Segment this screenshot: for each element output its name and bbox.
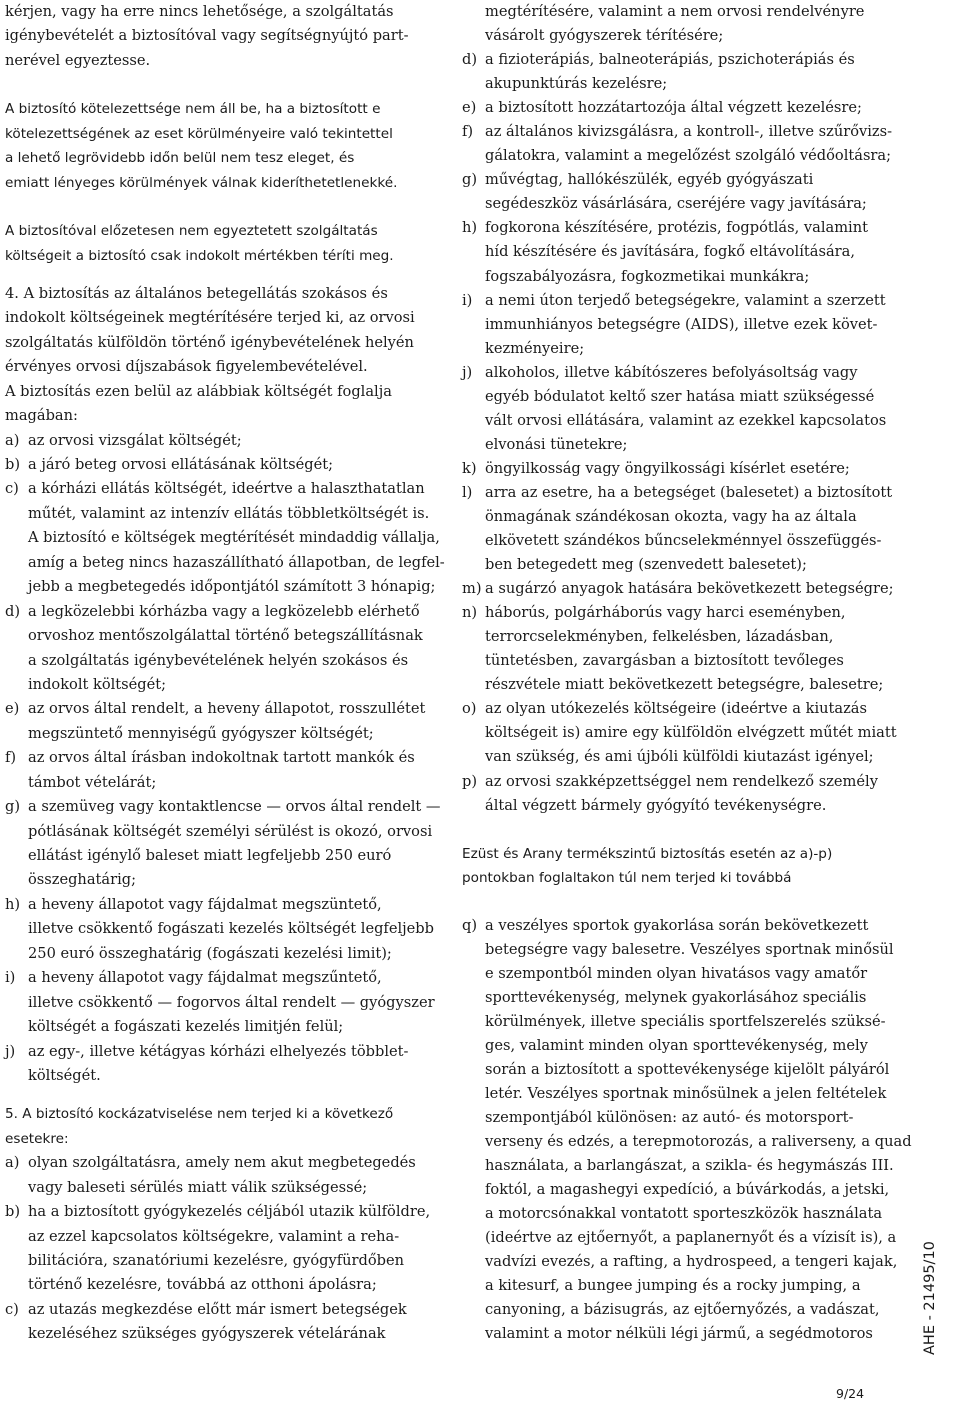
item-marker: j) bbox=[462, 363, 473, 381]
prior-agreement-paragraph bbox=[5, 219, 433, 268]
item-text: költségeit is) amire egy külföldön elvégzett műtét miatt bbox=[485, 724, 897, 742]
text-line bbox=[462, 337, 894, 361]
item-text: vált orvosi ellátására, valamint az ezekkel kapcsolatos bbox=[485, 411, 887, 429]
list-item-q bbox=[462, 914, 912, 1347]
list-item bbox=[5, 1298, 433, 1347]
text-line bbox=[462, 986, 894, 1010]
text-line bbox=[5, 1151, 433, 1175]
text-line: költségeit a biztosító csak indokolt mértékben téríti meg. bbox=[5, 247, 394, 264]
item-text: az orvosi szakképzettséggel nem rendelkező személy bbox=[485, 772, 878, 790]
text-line: 4. A biztosítás az általános betegellátás szokásos és bbox=[5, 284, 388, 302]
text-line: A biztosító kötelezettsége nem áll be, ha a biztosított e bbox=[5, 101, 381, 118]
item-marker: q) bbox=[462, 916, 478, 934]
item-text: letér. Veszélyes sportnak minősülnek a jelen feltételek bbox=[485, 1085, 887, 1103]
right-column bbox=[462, 0, 912, 1347]
text-line bbox=[462, 216, 894, 240]
text-line: szolgáltatás külföldön történő igénybevételének helyén bbox=[5, 333, 414, 351]
text-line bbox=[462, 409, 894, 433]
text-line bbox=[5, 1176, 433, 1200]
text-line: a lehető legrövidebb időn belül nem tesz eleget, és bbox=[5, 150, 355, 167]
item-text: költségét a fogászati kezelés limitjén felül; bbox=[28, 1018, 344, 1036]
item-text: öngyilkosság vagy öngyilkossági kísérlet esetére; bbox=[485, 459, 850, 477]
list-item bbox=[462, 168, 894, 216]
item-text: kezményeire; bbox=[485, 339, 585, 357]
text-line: emiatt lényeges körülmények válnak kideríthetetlenekké. bbox=[5, 174, 398, 191]
list-item bbox=[5, 1040, 433, 1089]
text-line bbox=[5, 1200, 433, 1224]
text-line bbox=[5, 1249, 433, 1273]
item-text: sporttevékenység, melynek gyakorlásához speciális bbox=[485, 988, 867, 1006]
item-text: (ideértve az ejtőernyőt, a paplanernyőt és a vízisít is), a bbox=[485, 1229, 897, 1247]
text-line bbox=[5, 673, 433, 697]
item-text: az olyan utókezelés költségeire (ideértve a kiutazás bbox=[485, 700, 867, 718]
list-item bbox=[5, 429, 433, 453]
item-text: a kitesurf, a bungee jumping és a rocky jumping, a bbox=[485, 1277, 861, 1295]
item-text: segédeszköz vásárlására, cseréjére vagy javítására; bbox=[485, 195, 867, 213]
text-line bbox=[462, 794, 894, 818]
text-line bbox=[462, 673, 894, 697]
text-line bbox=[5, 453, 433, 477]
item-marker: c) bbox=[5, 480, 19, 498]
item-text: a fizioterápiás, balneoterápiás, pszichoterápiás és bbox=[485, 51, 855, 69]
item-text: van szükség, és ami újbóli külföldi kiutazást igényel; bbox=[485, 748, 874, 766]
text-line bbox=[462, 96, 894, 120]
spacer bbox=[462, 890, 894, 914]
text-line bbox=[5, 429, 433, 453]
item-text: a legközelebbi kórházba vagy a legközelebb elérhető bbox=[28, 602, 420, 620]
item-text: bilitációra, szanatóriumi kezelésre, gyógyfürdőben bbox=[28, 1252, 405, 1269]
item-text: a heveny állapotot vagy fájdalmat megszüntető, bbox=[28, 895, 382, 913]
text-line bbox=[462, 1154, 894, 1178]
item-text: egyéb bódulatot keltő szer hatása miatt szükségessé bbox=[485, 387, 875, 405]
item-text: vadvízi evezés, a rafting, a hydrospeed, a tengeri kajak, bbox=[485, 1253, 898, 1271]
item-marker: i) bbox=[462, 291, 473, 309]
text-line bbox=[462, 601, 894, 625]
list-item bbox=[5, 893, 433, 966]
item-text: ellátást igénylő baleset miatt legfeljebb 250 euró bbox=[28, 847, 392, 864]
spacer bbox=[462, 818, 894, 842]
item-text: költségét. bbox=[28, 1066, 101, 1084]
text-line bbox=[5, 600, 433, 624]
item-text: A biztosító e költségek megtérítését mindaddig vállalja, bbox=[28, 529, 440, 547]
item-marker: c) bbox=[5, 1300, 19, 1318]
item-marker: i) bbox=[5, 969, 16, 987]
text-line bbox=[462, 914, 894, 938]
list-item bbox=[5, 477, 445, 599]
item-marker: h) bbox=[462, 219, 478, 237]
item-text: híd készítésére és javítására, fogkő eltávolítására, bbox=[485, 243, 855, 261]
list-item bbox=[462, 481, 894, 577]
text-line bbox=[462, 1178, 894, 1202]
text-line bbox=[5, 991, 433, 1015]
text-line: pontokban foglaltakon túl nem terjed ki továbbá bbox=[462, 869, 792, 886]
item-text: összeghatárig; bbox=[28, 871, 136, 889]
item-text: a biztosított hozzátartozója által végzett kezelésre; bbox=[485, 99, 862, 117]
text-line: Ezüst és Arany termékszintű biztosítás esetén az a)-p) bbox=[462, 845, 833, 862]
item-text: elvonási tünetekre; bbox=[485, 435, 628, 453]
text-line bbox=[462, 120, 894, 144]
item-text: foktól, a magashegyi expedíció, a búvárkodás, a jetski, bbox=[485, 1181, 890, 1199]
text-line: nerével egyeztesse. bbox=[5, 51, 151, 69]
text-line bbox=[462, 577, 894, 601]
text-line bbox=[462, 433, 894, 457]
text-line bbox=[462, 1058, 894, 1082]
item-text: a veszélyes sportok gyakorlása során bekövetkezett bbox=[485, 916, 869, 934]
item-text: valamint a motor nélküli légi jármű, a segédmotoros bbox=[485, 1325, 873, 1343]
text-line bbox=[462, 1034, 894, 1058]
text-line bbox=[462, 697, 894, 721]
section-4-intro bbox=[5, 282, 433, 429]
text-line bbox=[462, 385, 894, 409]
item-text: körülmények, illetve speciális sportfelszerelés szüksé- bbox=[485, 1012, 886, 1030]
item-marker: a) bbox=[5, 1154, 20, 1172]
text-line bbox=[462, 505, 894, 529]
text-line bbox=[462, 457, 894, 481]
text-line bbox=[462, 289, 894, 313]
item-text: megszüntető mennyiségű gyógyszer költségét; bbox=[28, 724, 374, 742]
item-text: e szempontból minden olyan hivatásos vagy amatőr bbox=[485, 964, 868, 982]
item-text: a járó beteg orvosi ellátásának költségét; bbox=[28, 456, 334, 473]
item-marker: m) bbox=[462, 580, 482, 598]
text-line bbox=[5, 1225, 433, 1249]
text-line bbox=[5, 746, 433, 770]
spacer bbox=[5, 73, 433, 97]
item-text: ha a biztosított gyógykezelés céljából utazik külföldre, bbox=[28, 1203, 431, 1221]
item-text: a motorcsónakkal vontatott sporteszközök használata bbox=[485, 1205, 883, 1223]
item-marker: d) bbox=[5, 602, 21, 620]
list-item bbox=[5, 746, 433, 795]
item-text: történő kezelésre, továbbá az otthoni ápolásra; bbox=[28, 1276, 377, 1294]
item-text: fogkorona készítésére, protézis, fogpótlás, valamint bbox=[485, 219, 868, 237]
list-item bbox=[5, 795, 441, 893]
list-item bbox=[462, 48, 894, 96]
item-text: indokolt költségét; bbox=[28, 675, 167, 693]
item-text: az orvos által írásban indokoltnak tartott mankók és bbox=[28, 749, 415, 767]
text-line bbox=[462, 625, 894, 649]
item-text: orvoshoz mentőszolgálattal történő betegszállításnak bbox=[28, 627, 423, 645]
text-line bbox=[5, 722, 433, 746]
text-line bbox=[5, 1298, 433, 1322]
text-line bbox=[5, 624, 433, 648]
list-item bbox=[5, 1200, 433, 1298]
list-item bbox=[462, 120, 894, 168]
item-text: az utazás megkezdése előtt már ismert betegségek bbox=[28, 1300, 407, 1318]
item-text: a szolgáltatás igénybevételének helyén szokásos és bbox=[28, 651, 409, 669]
item-text: elkövetett szándékos bűncselekménnyel összefüggés- bbox=[485, 532, 882, 550]
text-line bbox=[5, 477, 433, 501]
text-line bbox=[462, 745, 894, 769]
text-line: érvényes orvosi díjszabások figyelembevételével. bbox=[5, 358, 368, 376]
text-line bbox=[5, 1015, 433, 1039]
text-line bbox=[5, 868, 433, 892]
text-line bbox=[462, 1226, 897, 1250]
item-marker: n) bbox=[462, 604, 478, 622]
item-marker: b) bbox=[5, 1203, 21, 1221]
ezust-arany-heading bbox=[462, 842, 894, 890]
list-item bbox=[462, 697, 897, 769]
text-line bbox=[462, 1322, 894, 1346]
item-marker: o) bbox=[462, 700, 477, 718]
item-text: az általános kivizsgálásra, a kontroll-, illetve szűrővizs- bbox=[485, 123, 893, 141]
text-line bbox=[462, 721, 897, 745]
item-text: a szemüveg vagy kontaktlencse — orvos által rendelt — bbox=[28, 798, 441, 816]
text-line bbox=[462, 1298, 894, 1322]
text-line bbox=[462, 1130, 912, 1154]
text-line bbox=[5, 771, 433, 795]
document-code: AHE - 21495/10 bbox=[922, 1241, 938, 1355]
item-marker: g) bbox=[462, 171, 478, 189]
spacer bbox=[5, 268, 433, 282]
section-5-heading bbox=[5, 1102, 433, 1151]
item-text: 250 euró összeghatárig (fogászati kezelési limit); bbox=[28, 944, 392, 962]
item-text: használata, a barlangászat, a szikla- és hegymászás III. bbox=[485, 1157, 894, 1175]
list-item bbox=[5, 697, 433, 746]
item-marker: d) bbox=[462, 51, 478, 69]
text-line: magában: bbox=[5, 407, 78, 425]
obligation-paragraph bbox=[5, 97, 433, 195]
text-line: vásárolt gyógyszerek térítésére; bbox=[485, 27, 724, 45]
item-text: fogszabályozásra, fogkozmetikai munkákra; bbox=[485, 267, 810, 285]
item-marker: f) bbox=[462, 123, 474, 141]
item-text: terrorcselekményben, felkelésben, lázadásban, bbox=[485, 628, 834, 646]
text-line bbox=[462, 1202, 894, 1226]
item-text: ges, valamint minden olyan sporttevékenység, mely bbox=[485, 1036, 868, 1054]
text-line bbox=[462, 770, 894, 794]
text-line bbox=[462, 481, 894, 505]
item-text: során a biztosított a spottevékenysége kijelölt pályáról bbox=[485, 1060, 890, 1078]
text-line bbox=[5, 502, 433, 526]
text-line bbox=[462, 938, 894, 962]
text-line bbox=[462, 1106, 894, 1130]
text-line bbox=[5, 917, 433, 941]
text-line: A biztosítóval előzetesen nem egyeztetett szolgáltatás bbox=[5, 223, 378, 240]
item-text: olyan szolgáltatásra, amely nem akut megbetegedés bbox=[28, 1154, 416, 1172]
item-marker: f) bbox=[5, 749, 17, 767]
item-text: az egy-, illetve kétágyas kórházi elhelyezés többlet- bbox=[28, 1042, 409, 1060]
text-line bbox=[5, 844, 433, 868]
item-text: betegségre vagy balesetre. Veszélyes sportnak minősül bbox=[485, 940, 894, 958]
text-line: kérjen, vagy ha erre nincs lehetősége, a szolgáltatás bbox=[5, 3, 394, 20]
text-line bbox=[462, 265, 894, 289]
list-item bbox=[5, 600, 433, 698]
spacer bbox=[5, 1088, 433, 1102]
text-line bbox=[462, 1250, 898, 1274]
text-line bbox=[462, 48, 894, 72]
left-column bbox=[5, 0, 445, 1347]
item-text: gálatokra, valamint a megelőzést szolgáló védőoltásra; bbox=[485, 147, 892, 165]
item-marker: j) bbox=[5, 1042, 16, 1060]
item-marker: e) bbox=[5, 700, 20, 718]
text-line bbox=[462, 962, 894, 986]
text-line bbox=[5, 966, 433, 990]
text-line: esetekre: bbox=[5, 1130, 69, 1147]
item-text: a heveny állapotot vagy fájdalmat megszűntető, bbox=[28, 969, 382, 987]
text-line bbox=[5, 1322, 433, 1346]
text-line: igénybevételét a biztosítóval vagy segítségnyújtó part- bbox=[5, 27, 409, 45]
text-line bbox=[5, 1273, 433, 1297]
text-line bbox=[5, 942, 433, 966]
list-item bbox=[462, 289, 894, 361]
spacer bbox=[5, 195, 433, 219]
item-marker: k) bbox=[462, 459, 477, 477]
item-text: akupunktúrás kezelésre; bbox=[485, 75, 668, 93]
text-line bbox=[5, 551, 445, 575]
text-line bbox=[462, 192, 894, 216]
item-marker: b) bbox=[5, 456, 21, 473]
list-item bbox=[462, 577, 894, 601]
item-marker: g) bbox=[5, 798, 21, 816]
list-item bbox=[5, 1151, 433, 1200]
page-number: 9/24 bbox=[836, 1386, 865, 1401]
text-line bbox=[5, 1064, 433, 1088]
item-text: az orvosi vizsgálat költségét; bbox=[28, 431, 242, 449]
item-text: vagy baleseti sérülés miatt válik szükségessé; bbox=[28, 1178, 368, 1196]
item-text: canyoning, a bázisugrás, az ejtőernyőzés, a vadászat, bbox=[485, 1301, 880, 1319]
item-text: kezeléséhez szükséges gyógyszerek vételárának bbox=[28, 1325, 386, 1343]
item-text: műtét, valamint az intenzív ellátás többletköltségét is. bbox=[28, 504, 430, 522]
text-line: 5. A biztosító kockázatviselése nem terjed ki a következő bbox=[5, 1106, 394, 1123]
item-text: az orvos által rendelt, a heveny állapotot, rosszullétet bbox=[28, 700, 426, 718]
item-text: jebb a megbetegedés időpontjától számított 3 hónapig; bbox=[28, 578, 436, 596]
text-line bbox=[5, 526, 440, 550]
item-text: pótlásának költségét személyi sérülést is okozó, orvosi bbox=[28, 822, 433, 840]
item-marker: h) bbox=[5, 895, 21, 913]
item-text: a kórházi ellátás költségét, ideértve a halaszthatatlan bbox=[28, 480, 425, 498]
item-text: háborús, polgárháborús vagy harci eseményben, bbox=[485, 604, 846, 622]
intro-paragraph bbox=[5, 0, 433, 73]
item-text: művégtag, hallókészülék, egyéb gyógyászati bbox=[485, 171, 814, 189]
list-item bbox=[462, 96, 894, 120]
text-line bbox=[462, 72, 894, 96]
item-text: által végzett bármely gyógyító tevékenységre. bbox=[485, 796, 827, 814]
item-text: ben betegedett meg (szenvedett balesetet); bbox=[485, 556, 807, 574]
text-line bbox=[462, 240, 894, 264]
text-line bbox=[5, 575, 436, 599]
text-line bbox=[462, 553, 894, 577]
text-line: kötelezettségének az eset körülményeire való tekintettel bbox=[5, 125, 393, 142]
list-item bbox=[5, 966, 433, 1039]
text-line: megtérítésére, valamint a nem orvosi rendelvényre bbox=[485, 3, 865, 20]
text-line bbox=[462, 529, 894, 553]
text-line bbox=[5, 795, 441, 819]
text-line bbox=[462, 361, 894, 385]
list-item bbox=[462, 457, 894, 481]
item-text: alkoholos, illetve kábítószeres befolyásoltság vagy bbox=[485, 363, 858, 381]
list-item bbox=[462, 770, 894, 818]
text-line bbox=[462, 168, 894, 192]
item-text: önmagának szándékosan okozta, vagy ha az általa bbox=[485, 507, 857, 525]
text-line bbox=[5, 1040, 433, 1064]
item-marker: p) bbox=[462, 772, 478, 790]
item-text: tüntetésben, zavargásban a biztosított tevőleges bbox=[485, 652, 844, 670]
text-line bbox=[462, 1274, 894, 1298]
continuation-text bbox=[462, 0, 894, 48]
section-5-list bbox=[5, 1151, 433, 1347]
text-line bbox=[462, 1010, 894, 1034]
list-item bbox=[5, 453, 433, 477]
item-text: verseny és edzés, a terepmotorozás, a raliverseny, a quad bbox=[485, 1133, 912, 1151]
list-item bbox=[462, 216, 894, 288]
list-item bbox=[462, 361, 894, 457]
item-text: az ezzel kapcsolatos költségekre, valamint a reha- bbox=[28, 1227, 400, 1245]
item-text: részvétele miatt bekövetkezett betegségre, balesetre; bbox=[485, 676, 884, 694]
text-line bbox=[5, 649, 433, 673]
item-text: a sugárzó anyagok hatására bekövetkezett betegségre; bbox=[485, 580, 894, 598]
text-line bbox=[462, 1082, 894, 1106]
text-line bbox=[5, 820, 433, 844]
text-line bbox=[5, 697, 433, 721]
section-4-list bbox=[5, 429, 445, 1089]
item-text: arra az esetre, ha a betegséget (balesetet) a biztosított bbox=[485, 483, 893, 501]
item-marker: e) bbox=[462, 99, 477, 117]
item-text: illetve csökkentő — fogorvos által rendelt — gyógyszer bbox=[28, 993, 435, 1011]
item-text: szempontjából különösen: az autó- és motorsport- bbox=[485, 1109, 854, 1127]
item-text: immunhiányos betegségre (AIDS), illetve ezek követ- bbox=[485, 315, 878, 333]
text-line bbox=[5, 893, 433, 917]
text-line bbox=[462, 144, 894, 168]
item-text: amíg a beteg nincs hazaszállítható állapotban, de legfel- bbox=[28, 553, 445, 571]
exclusions-list bbox=[462, 48, 897, 818]
item-text: támbot vételárát; bbox=[28, 773, 157, 791]
item-text: a nemi úton terjedő betegségekre, valamint a szerzett bbox=[485, 291, 886, 309]
list-item bbox=[462, 601, 894, 697]
text-line bbox=[462, 313, 894, 337]
item-marker: l) bbox=[462, 483, 473, 501]
text-line bbox=[462, 649, 894, 673]
text-line: indokolt költségeinek megtérítésére terjed ki, az orvosi bbox=[5, 309, 415, 327]
text-line: A biztosítás ezen belül az alábbiak költségét foglalja bbox=[5, 382, 392, 400]
item-marker: a) bbox=[5, 431, 20, 449]
item-text: illetve csökkentő fogászati kezelés költségét legfeljebb bbox=[28, 920, 434, 938]
